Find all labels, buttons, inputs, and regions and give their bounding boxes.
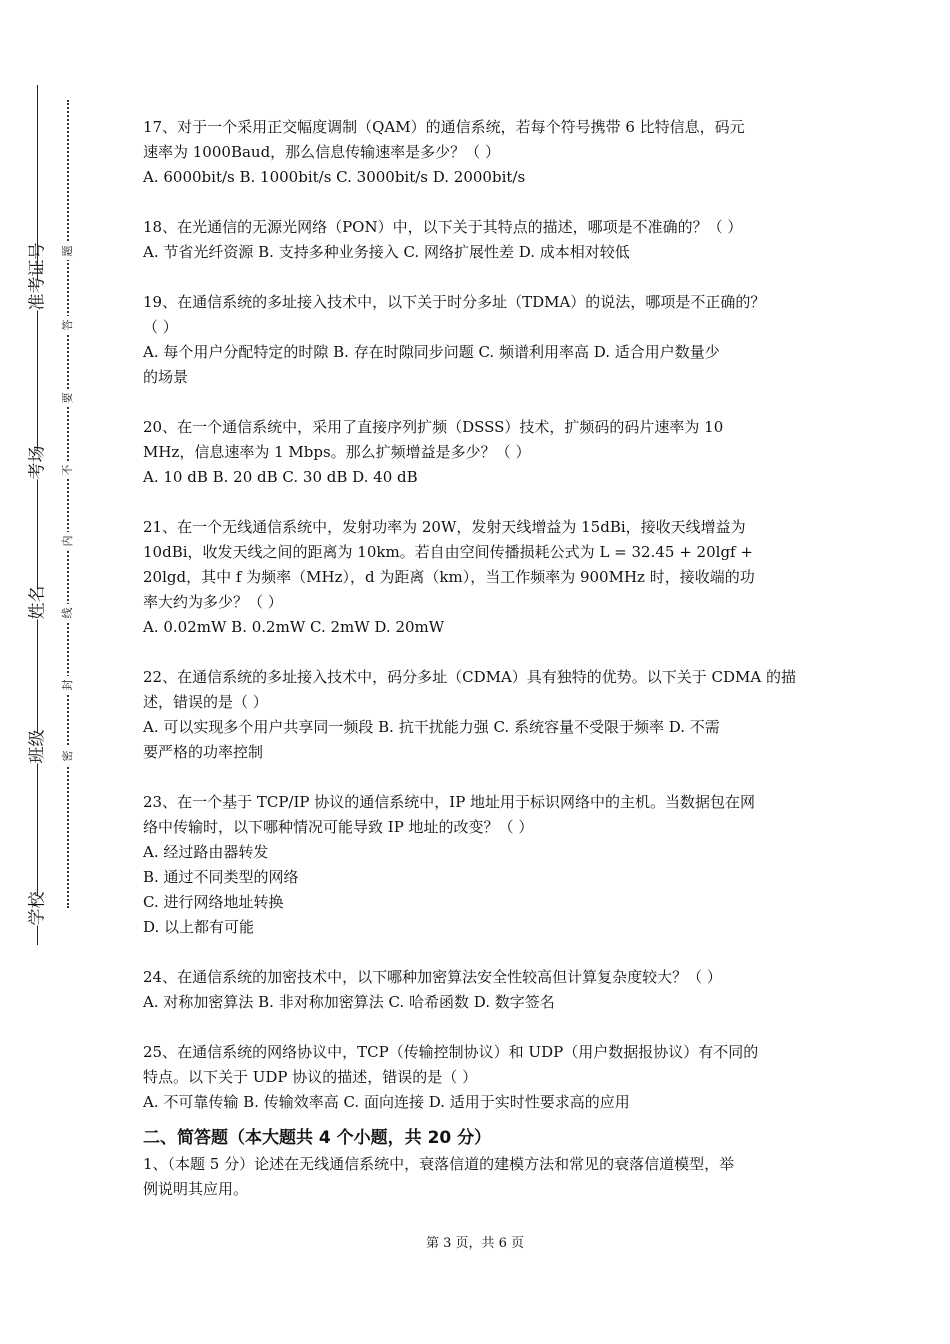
options-line: 要严格的功率控制 (143, 743, 264, 761)
question-24 (143, 965, 808, 1015)
options-line: A. 10 dB B. 20 dB C. 30 dB D. 40 dB (143, 468, 418, 486)
label-exam-number: 准考证号 (23, 281, 48, 311)
question-21 (143, 515, 808, 640)
question-18 (143, 215, 808, 265)
question-line: 21、在一个无线通信系统中，发射功率为 20W，发射天线增益为 15dBi，接收天线增益为 (143, 518, 746, 536)
question-line: 速率为 1000Baud，那么信息传输速率是多少？（ ） (143, 143, 500, 161)
options-line: A. 对称加密算法 B. 非对称加密算法 C. 哈希函数 D. 数字签名 (143, 993, 555, 1011)
question-22 (143, 665, 808, 765)
label-school: 学校 (23, 896, 48, 926)
label-class: 班级 (23, 734, 48, 764)
question-20 (143, 415, 808, 490)
seal-char: 题 (59, 242, 75, 260)
question-line: （ ） (143, 318, 178, 336)
seal-char: 封 (59, 676, 75, 694)
page-number-footer: 第 3 页，共 6 页 (425, 1236, 525, 1251)
seal-char: 线 (59, 604, 75, 622)
seal-dotted-line (67, 100, 69, 908)
seal-char: 内 (59, 532, 75, 550)
seal-char: 不 (59, 461, 75, 479)
option-d: D. 以上都有可能 (143, 918, 255, 936)
options-line: 的场景 (143, 368, 189, 386)
options-line: A. 每个用户分配特定的时隙 B. 存在时隙同步问题 C. 频谱利用率高 D. 适合用户数量少 (143, 343, 720, 361)
question-23 (143, 790, 808, 940)
option-a: A. 经过路由器转发 (143, 843, 269, 861)
question-line: 1、（本题 5 分）论述在无线通信系统中，衰落信道的建模方法和常见的衰落信道模型，举 (143, 1155, 735, 1173)
question-line: 率大约为多少？（ ） (143, 593, 283, 611)
question-19 (143, 290, 808, 390)
question-line: MHz，信息速率为 1 Mbps。那么扩频增益是多少？（ ） (143, 443, 531, 461)
binding-solid-line (37, 85, 38, 945)
question-line: 22、在通信系统的多址接入技术中，码分多址（CDMA）具有独特的优势。以下关于 CDMA 的描 (143, 668, 797, 686)
question-line: 25、在通信系统的网络协议中，TCP（传输控制协议）和 UDP（用户数据报协议）有不同的 (143, 1043, 759, 1061)
question-line: 24、在通信系统的加密技术中，以下哪种加密算法安全性较高但计算复杂度较大？（ ） (143, 968, 722, 986)
options-line: A. 可以实现多个用户共享同一频段 B. 抗干扰能力强 C. 系统容量不受限于频率 D. 不需 (143, 718, 720, 736)
question-line: 述，错误的是（ ） (143, 693, 268, 711)
options-line: A. 6000bit/s B. 1000bit/s C. 3000bit/s D. 2000bit/s (143, 168, 526, 186)
option-c: C. 进行网络地址转换 (143, 893, 284, 911)
options-line: A. 节省光纤资源 B. 支持多种业务接入 C. 网络扩展性差 D. 成本相对较低 (143, 243, 630, 261)
question-25 (143, 1040, 808, 1115)
question-line: 10dBi，收发天线之间的距离为 10km。若自由空间传播损耗公式为 L = 32.45 + 20lgf + (143, 543, 753, 561)
options-line: A. 不可靠传输 B. 传输效率高 C. 面向连接 D. 适用于实时性要求高的应用 (143, 1093, 630, 1111)
label-exam-room: 考场 (23, 450, 48, 480)
short-answer-question-1 (143, 1152, 808, 1202)
option-b: B. 通过不同类型的网络 (143, 868, 299, 886)
question-line: 例说明其应用。 (143, 1180, 249, 1198)
options-line: A. 0.02mW B. 0.2mW C. 2mW D. 20mW (143, 618, 445, 636)
seal-char: 密 (59, 747, 75, 765)
question-line: 18、在光通信的无源光网络（PON）中，以下关于其特点的描述，哪项是不准确的？（ ） (143, 218, 743, 236)
question-line: 络中传输时，以下哪种情况可能导致 IP 地址的改变？（ ） (143, 818, 534, 836)
question-17 (143, 115, 808, 190)
seal-char: 答 (59, 316, 75, 334)
seal-char: 要 (59, 389, 75, 407)
question-line: 特点。以下关于 UDP 协议的描述，错误的是（ ） (143, 1068, 478, 1086)
question-line: 17、对于一个采用正交幅度调制（QAM）的通信系统，若每个符号携带 6 比特信息，码元 (143, 118, 745, 136)
label-name: 姓名 (23, 590, 48, 620)
question-line: 23、在一个基于 TCP/IP 协议的通信系统中，IP 地址用于标识网络中的主机。当数据包在网 (143, 793, 756, 811)
question-line: 20lgd，其中 f 为频率（MHz），d 为距离（km），当工作频率为 900MHz 时，接收端的功 (143, 568, 755, 586)
section-title: 二、简答题（本大题共 4 个小题，共 20 分） (143, 1128, 492, 1148)
question-line: 19、在通信系统的多址接入技术中，以下关于时分多址（TDMA）的说法，哪项是不正确的？ (143, 293, 766, 311)
question-line: 20、在一个通信系统中，采用了直接序列扩频（DSSS）技术，扩频码的码片速率为 10 (143, 418, 724, 436)
binding-margin (0, 0, 120, 1344)
exam-content (143, 115, 808, 1202)
